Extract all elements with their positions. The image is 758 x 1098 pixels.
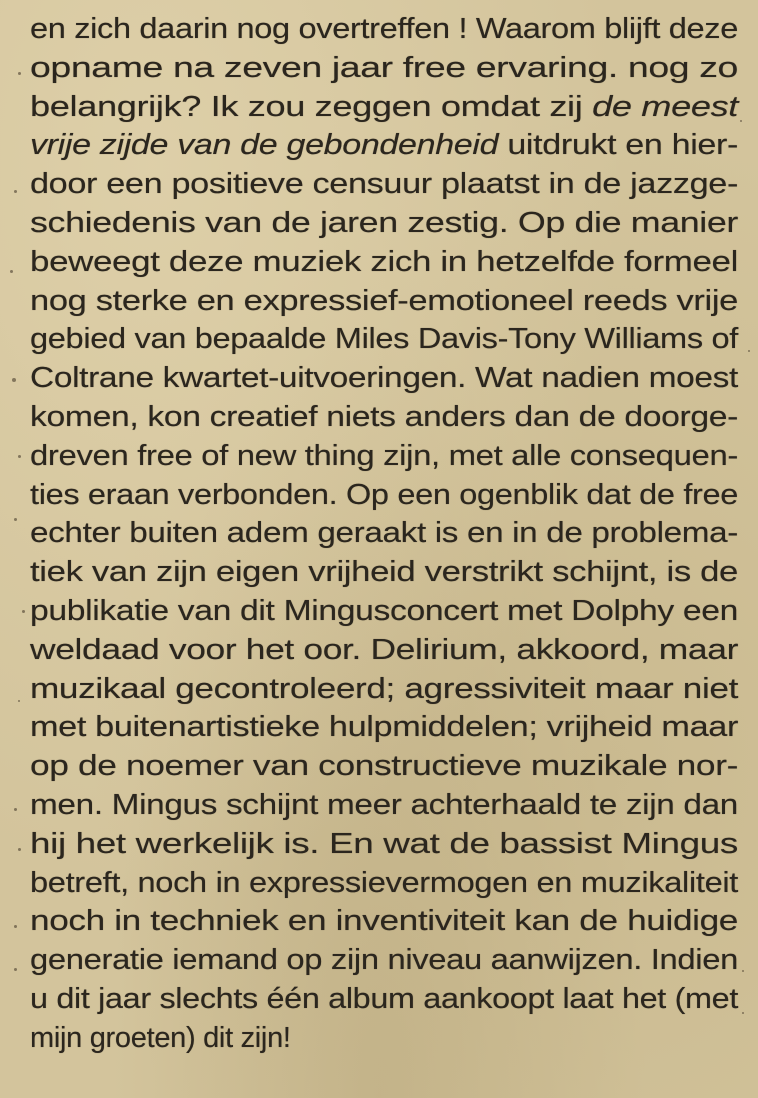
text-line [30, 592, 738, 631]
text-line [30, 708, 738, 747]
text-line [30, 243, 738, 282]
text-segment: en zich daarin nog overtreffen ! Waarom blijft deze [30, 13, 738, 45]
text-segment: muzikaal gecontroleerd; agressiviteit maar niet [30, 672, 738, 705]
ink-speck [14, 808, 17, 811]
text-line [30, 825, 738, 864]
text-segment: betreft, noch in expressievermogen en muzikaliteit [30, 866, 738, 899]
text-line [30, 747, 738, 786]
text-segment: generatie iemand op zijn niveau aanwijzen. Indien [30, 944, 738, 977]
text-line [30, 902, 738, 941]
text-segment: met buitenartistieke hulpmiddelen; vrijheid maar [30, 711, 739, 744]
ink-speck [14, 190, 17, 193]
text-line [30, 10, 738, 49]
text-segment: men. Mingus schijnt meer achterhaald te zijn dan [30, 788, 738, 821]
ink-speck [740, 120, 742, 122]
text-segment: beweegt deze muziek zich in hetzelfde formeel [30, 245, 738, 278]
text-segment: Coltrane kwartet-uitvoeringen. Wat nadien moest [30, 362, 738, 395]
text-line [30, 359, 738, 398]
text-line [30, 49, 738, 88]
ink-speck [14, 925, 17, 928]
ink-speck [18, 455, 21, 458]
italic-text-segment: de meest [592, 90, 738, 123]
text-segment: belangrijk? Ik zou zeggen omdat zij [30, 90, 593, 123]
text-line [30, 631, 738, 670]
text-segment: dreven free of new thing zijn, met alle consequen- [30, 439, 738, 472]
ink-speck [18, 700, 20, 702]
text-line [30, 980, 738, 1019]
text-line [30, 437, 738, 476]
ink-speck [742, 970, 744, 972]
text-segment: nog sterke en expressief-emotioneel reeds vrije [30, 284, 738, 317]
text-line [30, 1019, 738, 1058]
text-segment: tiek van zijn eigen vrijheid verstrikt schijnt, is de [30, 556, 738, 589]
text-segment: echter buiten adem geraakt is en in de problema- [30, 517, 738, 550]
text-segment: opname na zeven jaar free ervaring. nog zo [30, 51, 738, 84]
text-line [30, 514, 738, 553]
ink-speck [748, 350, 750, 352]
text-line [30, 398, 738, 437]
text-segment: op de noemer van constructieve muzikale nor- [30, 750, 738, 783]
ink-speck [742, 1012, 744, 1014]
ink-speck [10, 270, 13, 273]
text-line [30, 941, 738, 980]
text-segment: komen, kon creatief niets anders dan de doorge- [30, 400, 738, 433]
text-segment: mijn groeten) dit zijn! [30, 1021, 291, 1054]
text-segment: u dit jaar slechts één album aankoopt laat het (met [30, 982, 738, 1015]
text-segment: door een positieve censuur plaatst in de jazzge- [30, 168, 738, 201]
ink-speck [18, 848, 21, 851]
text-line [30, 204, 738, 243]
text-segment: gebied van bepaalde Miles Davis-Tony Williams of [30, 323, 739, 356]
text-line [30, 320, 738, 359]
ink-speck [14, 968, 17, 971]
text-line [30, 126, 738, 165]
text-segment: noch in techniek en inventiviteit kan de huidige [30, 905, 738, 938]
text-line [30, 864, 738, 903]
article-column [30, 10, 738, 1058]
text-segment: uitdrukt en hier- [498, 129, 738, 162]
text-line [30, 476, 738, 515]
ink-speck [22, 610, 25, 613]
text-line [30, 553, 738, 592]
text-segment: ties eraan verbonden. Op een ogenblik dat de free [30, 478, 738, 511]
text-segment: schiedenis van de jaren zestig. Op die manier [30, 206, 738, 239]
text-segment: weldaad voor het oor. Delirium, akkoord, maar [30, 633, 738, 666]
text-line [30, 165, 738, 204]
text-segment: hij het werkelijk is. En wat de bassist Mingus [30, 827, 738, 860]
text-line [30, 88, 738, 127]
ink-speck [14, 518, 17, 521]
italic-text-segment: vrije zijde van de gebondenheid [30, 129, 499, 162]
ink-speck [18, 72, 21, 75]
ink-speck [12, 378, 16, 382]
text-line [30, 670, 738, 709]
text-line [30, 786, 738, 825]
text-line [30, 282, 738, 321]
text-segment: publikatie van dit Mingusconcert met Dolphy een [30, 594, 738, 627]
